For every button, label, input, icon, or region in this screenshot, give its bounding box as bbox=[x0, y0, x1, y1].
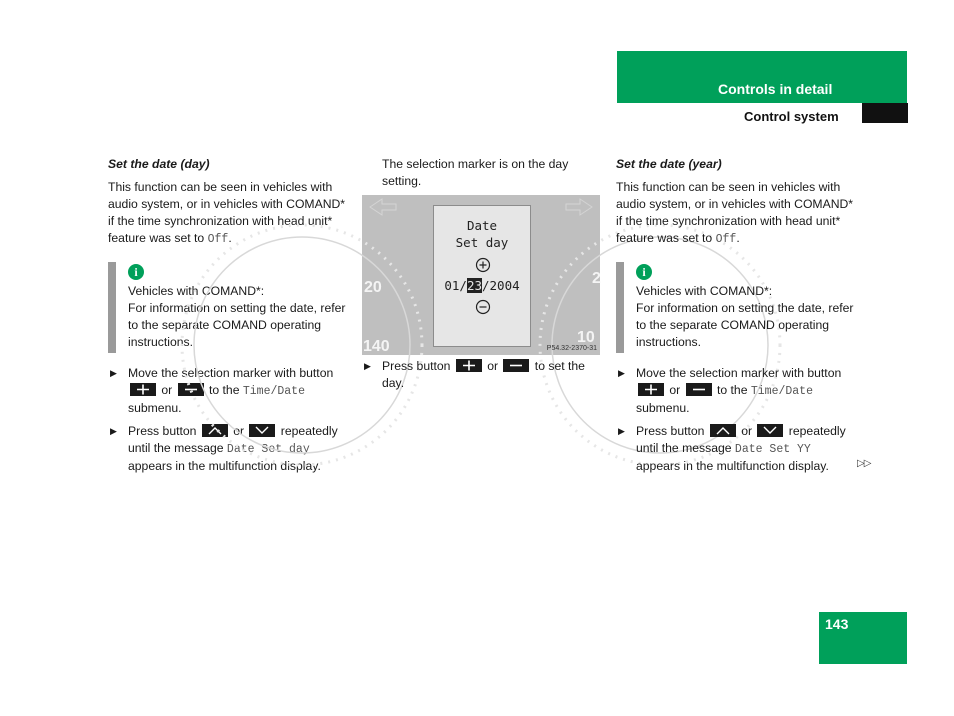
page-number: 143 bbox=[825, 616, 849, 632]
plus-circle-icon bbox=[475, 257, 491, 273]
plus-key-icon bbox=[638, 383, 664, 396]
section-heading: Set the date (day) bbox=[108, 157, 210, 171]
down-key-icon bbox=[249, 424, 275, 437]
bullet-icon: ▶ bbox=[110, 426, 117, 436]
bullet-icon: ▶ bbox=[110, 368, 117, 378]
right-column bbox=[616, 156, 856, 475]
display-line: Set day bbox=[455, 235, 509, 250]
step-item: ▶ Press button or to set the day. bbox=[364, 359, 585, 390]
figure-code: P54.32-2370-31 bbox=[546, 345, 597, 352]
down-key-icon bbox=[757, 424, 783, 437]
note-bar bbox=[108, 262, 116, 353]
selection-marker: 23 bbox=[466, 278, 482, 293]
display-figure bbox=[362, 195, 600, 355]
subsection-marker bbox=[862, 103, 908, 123]
note-text-2: For information on setting the date, refer to the separate COMAND operating instructions. bbox=[128, 301, 346, 349]
minus-key-icon bbox=[178, 383, 204, 396]
step-item: ▶ Press button or repeatedly until the message Date Set YY appears in the multifunction display. bbox=[618, 424, 846, 473]
left-column bbox=[108, 156, 348, 475]
intro-paragraph: The selection marker is on the day setting. bbox=[382, 157, 569, 188]
minus-key-icon bbox=[503, 359, 529, 372]
dial-label: 140 bbox=[363, 338, 390, 355]
note-bar bbox=[616, 262, 624, 353]
up-key-icon bbox=[710, 424, 736, 437]
info-note bbox=[616, 262, 856, 351]
bullet-icon: ▶ bbox=[618, 368, 625, 378]
display-line: Date bbox=[466, 218, 498, 233]
plus-key-icon bbox=[130, 383, 156, 396]
intro-paragraph: This function can be seen in vehicles with audio system, or in vehicles with COMAND* if the time synchronization with head unit* feature was set to Off. bbox=[108, 180, 346, 246]
dial-label: 2 bbox=[592, 270, 601, 287]
bullet-icon: ▶ bbox=[364, 361, 371, 371]
minus-key-icon bbox=[686, 383, 712, 396]
subsection-title: Control system bbox=[744, 109, 839, 124]
dial-label: 10 bbox=[577, 329, 595, 346]
middle-column bbox=[382, 156, 602, 190]
step-item: ▶ Press button or repeatedly until the message Date Set day appears in the multifunction display. bbox=[110, 424, 338, 473]
section-heading: Set the date (year) bbox=[616, 157, 722, 171]
step-item: ▶ Move the selection marker with button or to the Time/Date submenu. bbox=[110, 366, 334, 415]
info-icon: i bbox=[128, 264, 144, 280]
middle-step-container bbox=[362, 358, 602, 392]
dial-label: 20 bbox=[364, 279, 382, 296]
info-icon: i bbox=[636, 264, 652, 280]
display-date: 01/23/2004 bbox=[444, 278, 520, 293]
info-note bbox=[108, 262, 348, 351]
section-title: Controls in detail bbox=[718, 81, 833, 97]
intro-paragraph: This function can be seen in vehicles with audio system, or in vehicles with COMAND* if the time synchronization with head unit* feature was set to Off. bbox=[616, 180, 854, 246]
bullet-icon: ▶ bbox=[618, 426, 625, 436]
continued-icon: ▷▷ bbox=[857, 458, 871, 469]
multifunction-display bbox=[433, 205, 531, 347]
note-text-2: For information on setting the date, refer to the separate COMAND operating instructions. bbox=[636, 301, 854, 349]
minus-circle-icon bbox=[475, 299, 491, 315]
note-text-1: Vehicles with COMAND*: bbox=[636, 284, 773, 298]
plus-key-icon bbox=[456, 359, 482, 372]
up-key-icon bbox=[202, 424, 228, 437]
note-text-1: Vehicles with COMAND*: bbox=[128, 284, 265, 298]
step-item: ▶ Move the selection marker with button or to the Time/Date submenu. bbox=[618, 366, 842, 415]
